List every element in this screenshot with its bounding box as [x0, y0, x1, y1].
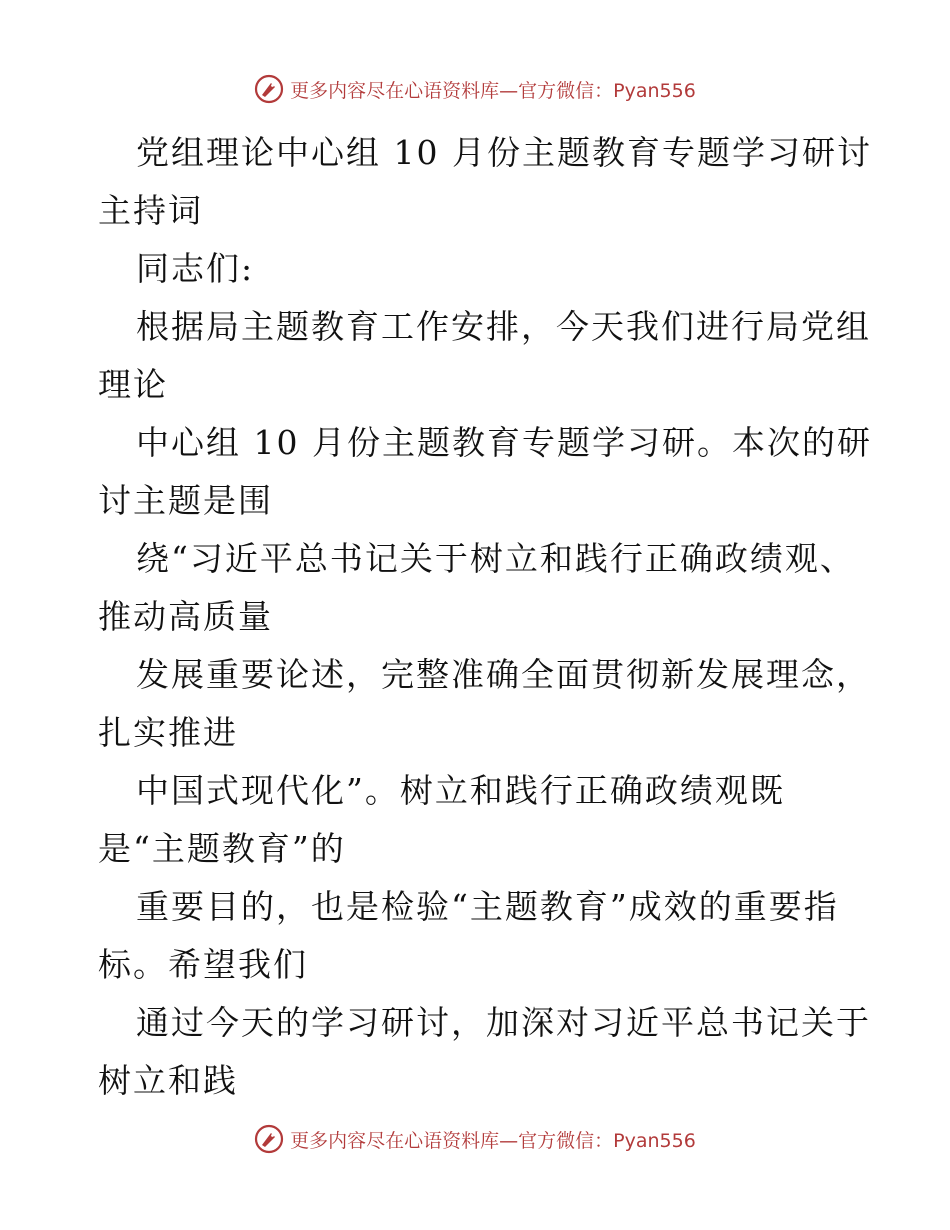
watermark-text: 更多内容尽在心语资料库—官方微信：Pyan556 — [290, 79, 696, 102]
watermark-text: 更多内容尽在心语资料库—官方微信：Pyan556 — [290, 1129, 696, 1152]
text-line: 主持词 — [98, 191, 203, 230]
text-line: 发展重要论述，完整准确全面贯彻新发展理念， — [136, 655, 871, 694]
footer-watermark — [0, 1124, 950, 1154]
text-line: 中心组 10 月份主题教育专题学习研。本次的研 — [136, 423, 872, 462]
text-line: 根据局主题教育工作安排，今天我们进行局党组 — [136, 307, 871, 346]
text-line: 重要目的，也是检验“主题教育”成效的重要指 — [136, 887, 839, 926]
text-line: 树立和践 — [98, 1061, 238, 1100]
text-line: 理论 — [98, 365, 168, 404]
text-line: 中国式现代化”。树立和践行正确政绩观既 — [136, 771, 785, 810]
pen-nib-logo-icon — [254, 74, 284, 104]
text-line: 讨主题是围 — [98, 481, 273, 520]
text-line: 同志们: — [136, 249, 255, 288]
text-line: 通过今天的学习研讨，加深对习近平总书记关于 — [136, 1003, 871, 1042]
text-line: 绕“习近平总书记关于树立和践行正确政绩观、 — [136, 539, 855, 578]
text-line: 推动高质量 — [98, 597, 273, 636]
text-line: 扎实推进 — [98, 713, 238, 752]
document-body — [98, 124, 872, 1110]
header-watermark — [0, 74, 950, 104]
text-line: 标。希望我们 — [98, 945, 308, 984]
text-line: 党组理论中心组 10 月份主题教育专题学习研讨 — [136, 133, 872, 172]
text-line: 是“主题教育”的 — [98, 829, 346, 868]
pen-nib-logo-icon — [254, 1124, 284, 1154]
